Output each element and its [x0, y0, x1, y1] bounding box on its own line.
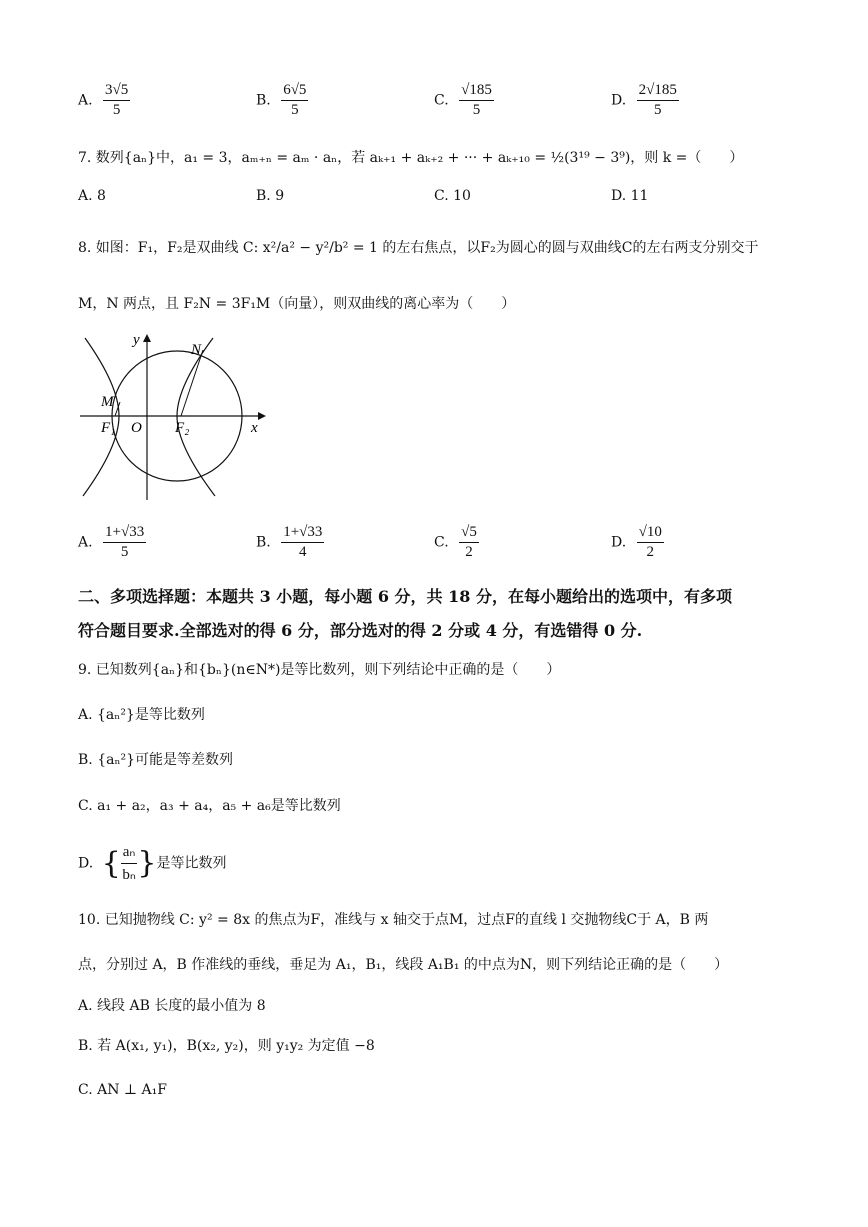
label-x: x — [251, 420, 258, 436]
denominator: 2 — [646, 544, 654, 560]
fraction — [281, 82, 308, 119]
option-label: C. — [434, 92, 449, 109]
q9-option-c: C. a₁ + a₂，a₃ + a₄，a₅ + a₆是等比数列 — [78, 798, 341, 814]
q7-stem: 7. 数列{aₙ}中，a₁ = 3，aₘ₊ₙ = aₘ · aₙ，若 aₖ₊₁ + aₖ₊₂ + ··· + aₖ₊₁₀ = ½(3¹⁹ − 3⁹)，则 k =（ ） — [78, 150, 744, 166]
q10-option-c: C. AN ⊥ A₁F — [78, 1082, 167, 1098]
hyperbola-left-branch — [83, 338, 119, 496]
q8-option-b — [256, 524, 324, 561]
section2-heading-line2: 符合题目要求.全部选对的得 6 分，部分选对的得 2 分或 4 分，有选错得 0 分. — [78, 621, 643, 640]
label-o: O — [131, 420, 142, 436]
denominator: 5 — [120, 544, 129, 560]
denominator: bₙ — [122, 867, 136, 883]
fraction — [281, 524, 324, 561]
section2-heading-line1: 二、多项选择题：本题共 3 小题，每小题 6 分，共 18 分，在每小题给出的选项中，有多项 — [78, 587, 732, 606]
brace-right: } — [137, 845, 157, 881]
x-axis-arrow — [258, 412, 266, 420]
q10-stem-line2: 点，分别过 A，B 作准线的垂线，垂足为 A₁，B₁，线段 A₁B₁ 的中点为N，则下列结论正确的是（ ） — [78, 957, 729, 973]
q6-option-a — [78, 82, 130, 119]
option-label: D. — [78, 855, 94, 872]
q6-option-c — [434, 82, 494, 119]
q8-stem-line2: M，N 两点，且 F₂N = 3F₁M（向量），则双曲线的离心率为（ ） — [78, 296, 516, 312]
numerator: √185 — [459, 82, 494, 101]
option-tail: 是等比数列 — [156, 855, 227, 872]
q9-option-a: A. {aₙ²}是等比数列 — [78, 707, 205, 723]
q9-stem: 9. 已知数列{aₙ}和{bₙ}(n∈N*)是等比数列，则下列结论中正确的是（ ） — [78, 662, 561, 678]
q10-stem-line1: 10. 已知抛物线 C: y² = 8x 的焦点为F，准线与 x 轴交于点M，过点F的直线 l 交抛物线C于 A，B 两 — [78, 912, 709, 928]
denominator: 5 — [472, 102, 481, 118]
numerator: 3√5 — [103, 82, 130, 101]
q8-option-c — [434, 524, 479, 561]
q7-option-c: C. 10 — [434, 188, 471, 204]
q10-option-b: B. 若 A(x₁, y₁)，B(x₂, y₂)，则 y₁y₂ 为定值 −8 — [78, 1038, 375, 1054]
option-label: A. — [78, 92, 93, 109]
denominator: 5 — [654, 102, 662, 118]
denominator: 2 — [465, 544, 473, 560]
label-y: y — [133, 332, 140, 348]
fraction — [459, 82, 494, 119]
fraction — [637, 82, 679, 119]
q8-option-a — [78, 524, 146, 561]
q6-option-b — [256, 82, 308, 119]
q7-option-b: B. 9 — [256, 188, 285, 204]
option-label: A. — [78, 534, 93, 551]
label-n: N — [191, 342, 202, 358]
q9-option-b: B. {aₙ²}可能是等差数列 — [78, 752, 234, 768]
q10-option-a: A. 线段 AB 长度的最小值为 8 — [78, 998, 266, 1014]
option-label: B. — [256, 534, 271, 551]
segment-f2-n — [181, 350, 203, 416]
numerator: aₙ — [121, 842, 138, 864]
denominator: 4 — [299, 544, 307, 560]
fraction — [459, 524, 479, 561]
numerator: 1+√33 — [103, 524, 146, 543]
numerator: 2√185 — [637, 82, 679, 101]
label-f1: F₁ — [101, 420, 116, 436]
hyperbola-figure — [75, 328, 270, 503]
fraction — [121, 842, 138, 885]
numerator: √5 — [459, 524, 479, 543]
option-label: D. — [611, 534, 627, 551]
label-m: M — [101, 394, 114, 410]
fraction — [103, 524, 146, 561]
fraction — [637, 524, 664, 561]
q7-option-a: A. 8 — [78, 188, 106, 204]
numerator: 6√5 — [281, 82, 308, 101]
q8-stem-line1: 8. 如图：F₁，F₂是双曲线 C: x²/a² − y²/b² = 1 的左右焦点，以F₂为圆心的圆与双曲线C的左右两支分别交于 — [78, 240, 759, 256]
option-label: D. — [611, 92, 627, 109]
numerator: 1+√33 — [281, 524, 324, 543]
q6-option-d — [611, 82, 679, 119]
option-label: C. — [434, 534, 449, 551]
q7-option-d: D. 11 — [611, 188, 649, 204]
option-label: B. — [256, 92, 271, 109]
denominator: 5 — [112, 102, 121, 118]
denominator: 5 — [291, 102, 299, 118]
y-axis-arrow — [143, 334, 151, 342]
fraction — [103, 82, 130, 119]
q9-option-d — [78, 842, 226, 885]
q8-option-d — [611, 524, 664, 561]
label-f2: F₂ — [175, 420, 190, 436]
brace-left: { — [101, 845, 121, 881]
numerator: √10 — [637, 524, 664, 543]
